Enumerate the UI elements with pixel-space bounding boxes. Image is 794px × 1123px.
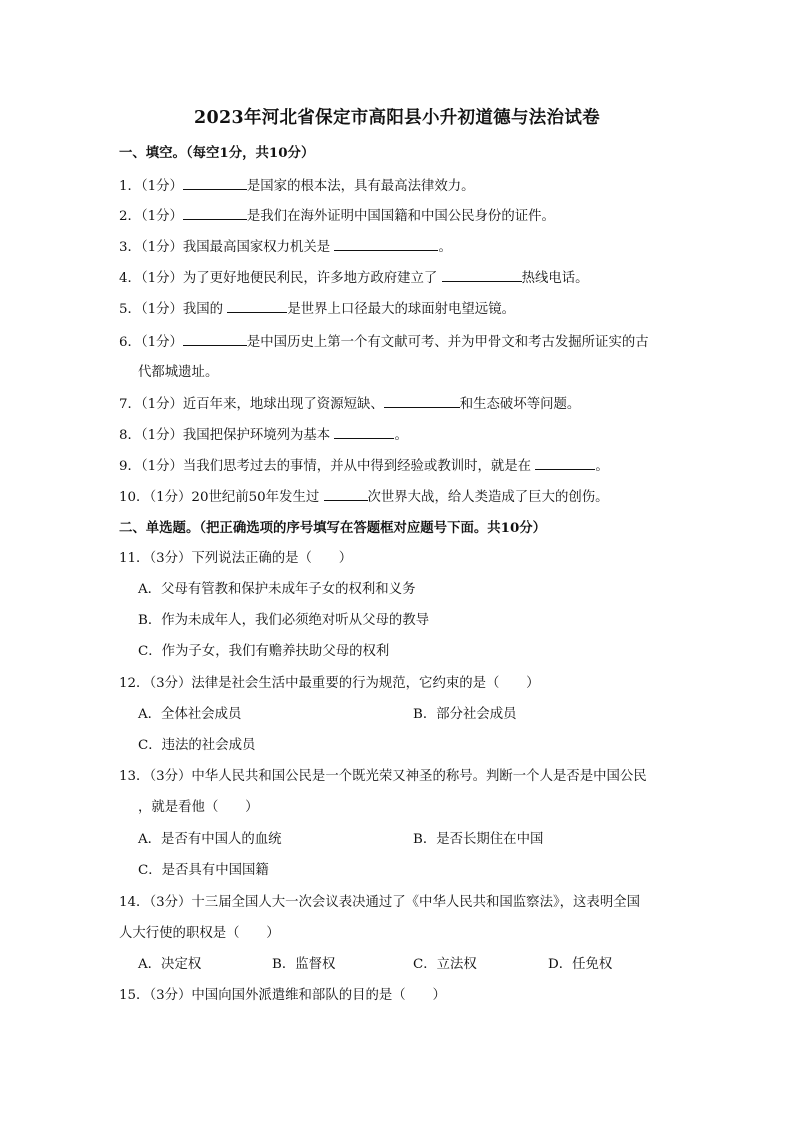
option-b: B．作为未成年人，我们必须绝对听从父母的教导 xyxy=(138,613,430,628)
question-15: 15．（3分）中国向国外派遣维和部队的目的是（ ） xyxy=(119,988,446,1003)
answer-blank xyxy=(183,332,247,346)
answer-blank xyxy=(183,206,247,220)
question-13: 13．（3分）中华人民共和国公民是一个既光荣又神圣的称号。判断一个人是否是中国公民 xyxy=(119,769,647,784)
question-10: 10．（1分）20世纪前50年发生过 次世界大战，给人类造成了巨大的创伤。 xyxy=(119,487,609,508)
question-6-continued: 代都城遗址。 xyxy=(138,365,219,380)
option-b: B．部分社会成员 xyxy=(413,707,517,722)
answer-blank xyxy=(324,487,368,501)
question-4: 4．（1分）为了更好地便民利民，许多地方政府建立了 热线电话。 xyxy=(119,268,589,289)
page-title: 2023年河北省保定市高阳县小升初道德与法治试卷 xyxy=(194,108,600,128)
option-c: C．立法权 xyxy=(413,957,477,972)
option-a: A．全体社会成员 xyxy=(138,707,242,722)
option-c: C．违法的社会成员 xyxy=(138,738,256,753)
option-a: A．决定权 xyxy=(138,957,202,972)
question-14: 14．（3分）十三届全国人大一次会议表决通过了《中华人民共和国监察法》，这表明全国 xyxy=(119,895,640,910)
question-6: 6．（1分） 是中国历史上第一个有文献可考、并为甲骨文和考古发掘所证实的古 xyxy=(119,332,649,353)
answer-blank xyxy=(183,176,247,190)
question-11: 11．（3分）下列说法正确的是（ ） xyxy=(119,551,353,566)
question-2: 2．（1分） 是我们在海外证明中国国籍和中国公民身份的证件。 xyxy=(119,206,555,227)
question-7: 7．（1分）近百年来，地球出现了资源短缺、 和生态破坏等问题。 xyxy=(119,394,580,415)
answer-blank xyxy=(227,299,287,313)
answer-blank xyxy=(442,268,522,282)
question-8: 8．（1分）我国把保护环境列为基本 。 xyxy=(119,425,408,446)
question-14-continued: 人大行使的职权是（ ） xyxy=(119,926,280,941)
answer-blank xyxy=(334,425,394,439)
answer-blank xyxy=(535,456,595,470)
option-b: B．是否长期住在中国 xyxy=(413,832,544,847)
option-b: B．监督权 xyxy=(272,957,336,972)
section-heading-fill: 一、填空。（每空1分，共10分） xyxy=(119,145,315,161)
option-a: A．是否有中国人的血统 xyxy=(138,832,282,847)
option-d: D．任免权 xyxy=(548,957,613,972)
option-c: C．作为子女，我们有赡养扶助父母的权利 xyxy=(138,644,390,659)
question-5: 5．（1分）我国的 是世界上口径最大的球面射电望远镜。 xyxy=(119,299,515,320)
option-a: A．父母有管教和保护未成年子女的权利和义务 xyxy=(138,582,416,597)
question-3: 3．（1分）我国最高国家权力机关是 。 xyxy=(119,237,452,258)
option-c: C．是否具有中国国籍 xyxy=(138,863,269,878)
question-13-continued: ，就是看他（ ） xyxy=(138,800,259,815)
question-12: 12．（3分）法律是社会生活中最重要的行为规范，它约束的是（ ） xyxy=(119,676,540,691)
section-heading-single-choice: 二、单选题。（把正确选项的序号填写在答题框对应题号下面。共10分） xyxy=(119,520,547,536)
answer-blank xyxy=(334,237,438,251)
question-9: 9．（1分）当我们思考过去的事情，并从中得到经验或教训时，就是在 。 xyxy=(119,456,609,477)
question-1: 1．（1分） 是国家的根本法，具有最高法律效力。 xyxy=(119,176,475,197)
answer-blank xyxy=(384,394,460,408)
